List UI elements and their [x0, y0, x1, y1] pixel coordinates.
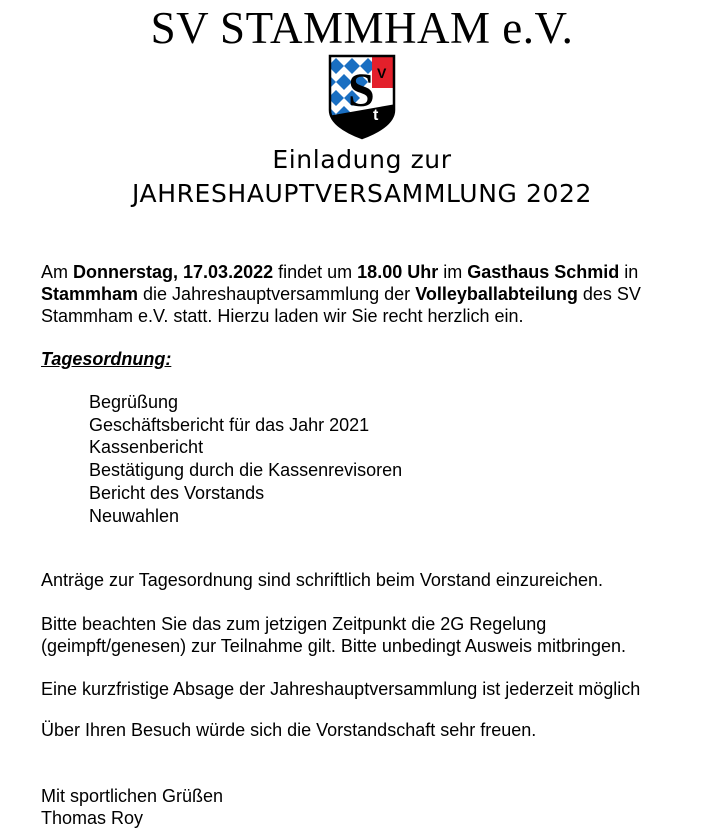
invitation-heading: Einladung zur — [272, 145, 452, 174]
closing-block — [41, 785, 681, 829]
svg-text:V: V — [377, 65, 387, 81]
agenda-list — [89, 391, 402, 527]
intro-paragraph: Am Donnerstag, 17.03.2022 findet um 18.00 Uhr im Gasthaus Schmid in Stammham die Jahreshauptversammlung der Volleyballabteilung des SV Stammham e.V. statt. Hierzu laden wir Sie recht herzlich ein. — [41, 262, 641, 326]
2g-rule-note: Bitte beachten Sie das zum jetzigen Zeitpunkt die 2G Regelung (geimpft/genesen) zur Teilnahme gilt. Bitte unbedingt Ausweis mitbringen. — [41, 614, 626, 656]
signature-name: Thomas Roy — [41, 808, 144, 828]
agenda-item: Bestätigung durch die Kassenrevisoren — [89, 460, 403, 481]
club-crest-logo — [328, 54, 396, 140]
motions-note: Anträge zur Tagesordnung sind schriftlich beim Vorstand einzureichen. — [41, 570, 603, 590]
agenda-item: Kassenbericht — [89, 437, 204, 458]
agenda-item: Neuwahlen — [89, 505, 180, 526]
agenda-item: Bericht des Vorstands — [89, 482, 265, 503]
meeting-title: JAHRESHAUPTVERSAMMLUNG 2022 — [131, 179, 593, 208]
attendance-note: Über Ihren Besuch würde sich die Vorstandschaft sehr freuen. — [41, 720, 537, 740]
agenda-title: Tagesordnung: — [41, 349, 172, 369]
agenda-item: Geschäftsbericht für das Jahr 2021 — [89, 414, 370, 435]
closing-greeting: Mit sportlichen Grüßen — [41, 786, 224, 806]
cancellation-note: Eine kurzfristige Absage der Jahreshauptversammlung ist jederzeit möglich — [41, 679, 641, 699]
club-name: SV STAMMHAM e.V. — [150, 3, 574, 53]
svg-text:S: S — [348, 64, 375, 117]
svg-text:t: t — [373, 107, 379, 124]
agenda-item: Begrüßung — [89, 392, 179, 412]
